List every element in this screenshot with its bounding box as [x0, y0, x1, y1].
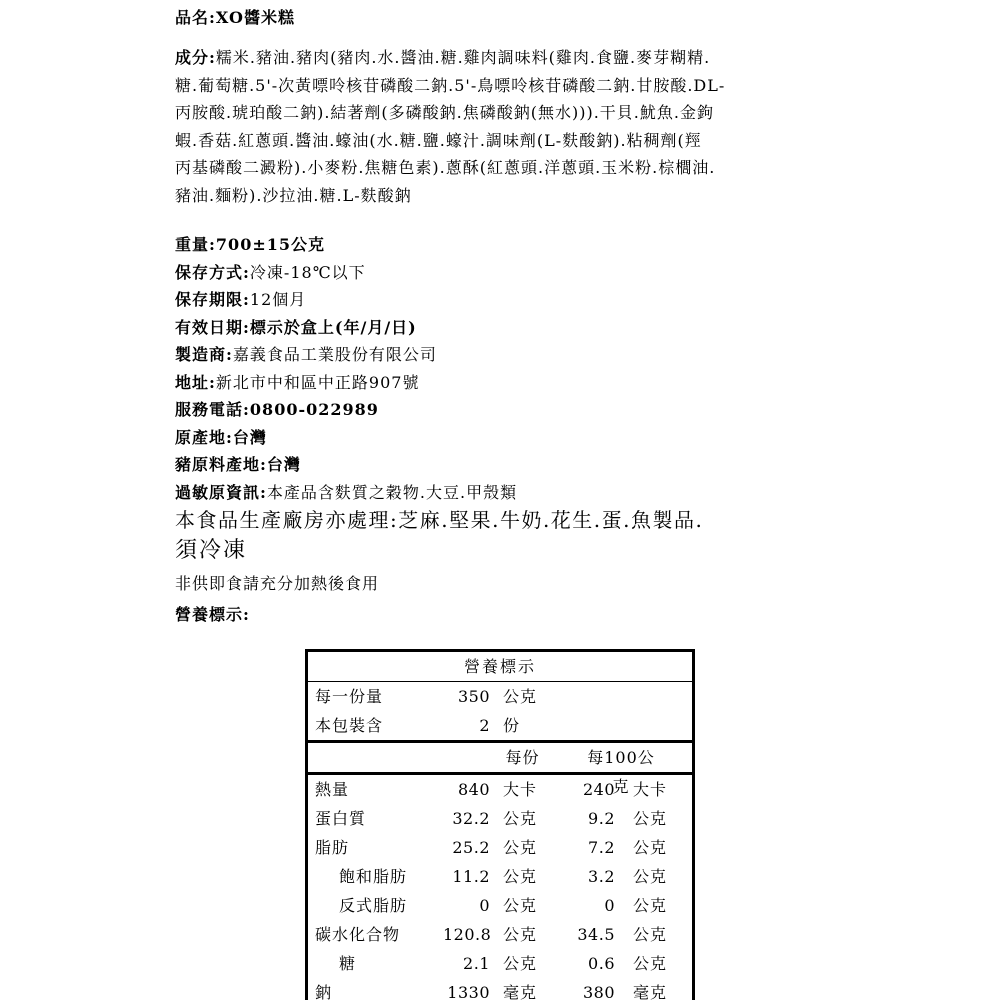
pork-origin-label: 豬原料產地:	[175, 455, 267, 474]
address-value: 新北市中和區中正路907號	[215, 372, 420, 392]
row-per-serving-value: 32.2	[452, 809, 490, 828]
serving-size-row	[308, 682, 692, 711]
ingredients-line-6: 豬油.麵粉).沙拉油.糖.L-麩酸鈉	[175, 185, 412, 205]
facility-processing-note: 本食品生產廠房亦處理:芝麻.堅果.牛奶.花生.蛋.魚製品.	[175, 508, 704, 532]
row-per-serving-unit: 大卡	[503, 780, 538, 799]
allergen-label: 過敏原資訊:	[175, 482, 267, 502]
row-per-100g-value: 380	[582, 983, 615, 1000]
info-row-origin	[175, 424, 865, 452]
row-per-100g-unit: 公克	[633, 896, 668, 915]
servings-per-pack-unit: 份	[503, 716, 521, 735]
table-row-trans-fat	[308, 891, 692, 920]
keep-frozen-note: 須冷凍	[175, 538, 248, 563]
row-per-serving-value: 2.1	[463, 954, 490, 973]
servings-per-pack-label: 本包裝含	[315, 716, 384, 735]
address-label: 地址:	[175, 372, 216, 392]
row-per-100g-unit: 大卡	[633, 780, 668, 799]
storage-label: 保存方式:	[175, 262, 250, 282]
nutrition-table-title: 營養標示	[308, 652, 692, 682]
row-per-serving-unit: 毫克	[503, 983, 538, 1000]
table-row-sugar	[308, 949, 692, 978]
row-per-100g-unit: 公克	[633, 925, 668, 944]
pork-origin-value: 台灣	[266, 455, 301, 474]
row-label: 糖	[339, 954, 357, 973]
ingredients-line-4: 蝦.香菇.紅蔥頭.醬油.蠔油(水.糖.鹽.蠔汁.調味劑(L-麩酸鈉).粘稠劑(羥	[175, 130, 702, 150]
product-name-label: 品名:	[175, 8, 216, 27]
label-content	[175, 6, 865, 1000]
serving-size-unit: 公克	[503, 687, 538, 706]
row-per-serving-unit: 公克	[503, 954, 538, 973]
row-per-serving-unit: 公克	[503, 867, 538, 886]
per-serving-header: 每份	[505, 748, 540, 767]
info-row-weight	[175, 231, 865, 259]
ingredients-line-3: 丙胺酸.琥珀酸二鈉).結著劑(多磷酸鈉.焦磷酸鈉(無水))).干貝.魷魚.金鉤	[175, 103, 714, 122]
serving-size-value: 350	[457, 687, 490, 706]
shelf-life-value: 12個月	[249, 290, 307, 309]
row-per-serving-value: 840	[457, 780, 490, 799]
expiry-label: 有效日期:	[175, 317, 250, 337]
info-row-manufacturer	[175, 341, 865, 369]
row-per-serving-value: 120.8	[443, 925, 492, 944]
row-label: 飽和脂肪	[339, 867, 408, 886]
per-100g-header: 每100公克	[587, 748, 655, 796]
service-phone-value: 0800-022989	[249, 400, 379, 419]
servings-per-pack-value: 2	[479, 716, 490, 735]
row-per-100g-unit: 公克	[633, 809, 668, 828]
row-per-serving-value: 1330	[447, 983, 490, 1000]
manufacturer-value: 嘉義食品工業股份有限公司	[232, 345, 437, 364]
ingredients-line-1	[175, 44, 865, 72]
expiry-value: 標示於盒上(年/月/日)	[249, 317, 417, 337]
row-per-serving-value: 25.2	[452, 838, 490, 857]
ingredients-text: 糯米.豬油.豬肉(豬肉.水.醬油.糖.雞肉調味料(雞肉.食鹽.麥芽糊精.	[215, 48, 711, 67]
ingredients-line-2: 糖.葡萄糖.5'-次黃嘌呤核苷磷酸二鈉.5'-鳥嘌呤核苷磷酸二鈉.甘胺酸.DL-	[175, 75, 726, 95]
table-row-carbohydrate	[308, 920, 692, 949]
row-per-100g-value: 0.6	[588, 954, 615, 973]
product-name-line	[175, 6, 865, 30]
row-per-100g-unit: 公克	[633, 838, 668, 857]
row-per-serving-value: 0	[479, 896, 490, 915]
row-label: 碳水化合物	[315, 925, 401, 944]
table-row-calories	[308, 775, 692, 804]
row-per-100g-value: 3.2	[588, 867, 615, 886]
row-label: 熱量	[315, 780, 350, 799]
info-row-expiry	[175, 314, 865, 342]
row-label: 鈉	[315, 983, 333, 1000]
row-per-serving-unit: 公克	[503, 896, 538, 915]
row-per-100g-value: 0	[604, 896, 615, 915]
nutrition-facts-heading: 營養標示:	[175, 605, 250, 624]
ingredients-line-5: 丙基磷酸二澱粉).小麥粉.焦糖色素).蔥酥(紅蔥頭.洋蔥頭.玉米粉.棕櫚油.	[175, 158, 716, 177]
allergen-value: 本產品含麩質之穀物.大豆.甲殼類	[266, 482, 518, 502]
row-label: 蛋白質	[315, 809, 367, 828]
origin-label: 原產地:	[175, 427, 233, 447]
origin-value: 台灣	[232, 427, 267, 447]
info-block	[175, 231, 865, 506]
row-per-serving-unit: 公克	[503, 925, 538, 944]
service-phone-label: 服務電話:	[175, 400, 250, 419]
weight-value: 700±15公克	[215, 235, 325, 254]
row-per-100g-value: 34.5	[577, 925, 615, 944]
info-row-address	[175, 369, 865, 397]
row-per-100g-unit: 公克	[633, 867, 668, 886]
ingredients-paragraph	[175, 44, 865, 209]
storage-value: 冷凍-18℃以下	[249, 262, 366, 282]
table-row-saturated-fat	[308, 862, 692, 891]
row-per-serving-unit: 公克	[503, 838, 538, 857]
row-per-100g-value: 240	[582, 780, 615, 799]
heating-instruction-note: 非供即食請充分加熱後食用	[175, 574, 380, 593]
manufacturer-label: 製造商:	[175, 345, 233, 364]
table-row-protein	[308, 804, 692, 833]
info-row-service-phone	[175, 396, 865, 424]
row-per-serving-unit: 公克	[503, 809, 538, 828]
servings-per-pack-row	[308, 711, 692, 743]
row-label: 反式脂肪	[339, 896, 408, 915]
table-row-sodium	[308, 978, 692, 1000]
shelf-life-label: 保存期限:	[175, 290, 250, 309]
nutrition-table	[305, 649, 695, 1000]
info-row-shelf-life	[175, 286, 865, 314]
weight-label: 重量:	[175, 235, 216, 254]
info-row-storage	[175, 259, 865, 287]
serving-size-label: 每一份量	[315, 687, 384, 706]
row-label: 脂肪	[315, 838, 350, 857]
row-per-100g-unit: 毫克	[633, 983, 668, 1000]
info-row-pork-origin	[175, 451, 865, 479]
row-per-serving-value: 11.2	[452, 867, 490, 886]
row-per-100g-value: 9.2	[588, 809, 615, 828]
product-name-value: XO醬米糕	[215, 8, 295, 27]
info-row-allergen	[175, 479, 865, 507]
table-row-fat	[308, 833, 692, 862]
ingredients-label: 成分:	[175, 48, 216, 67]
row-per-100g-unit: 公克	[633, 954, 668, 973]
row-per-100g-value: 7.2	[588, 838, 615, 857]
